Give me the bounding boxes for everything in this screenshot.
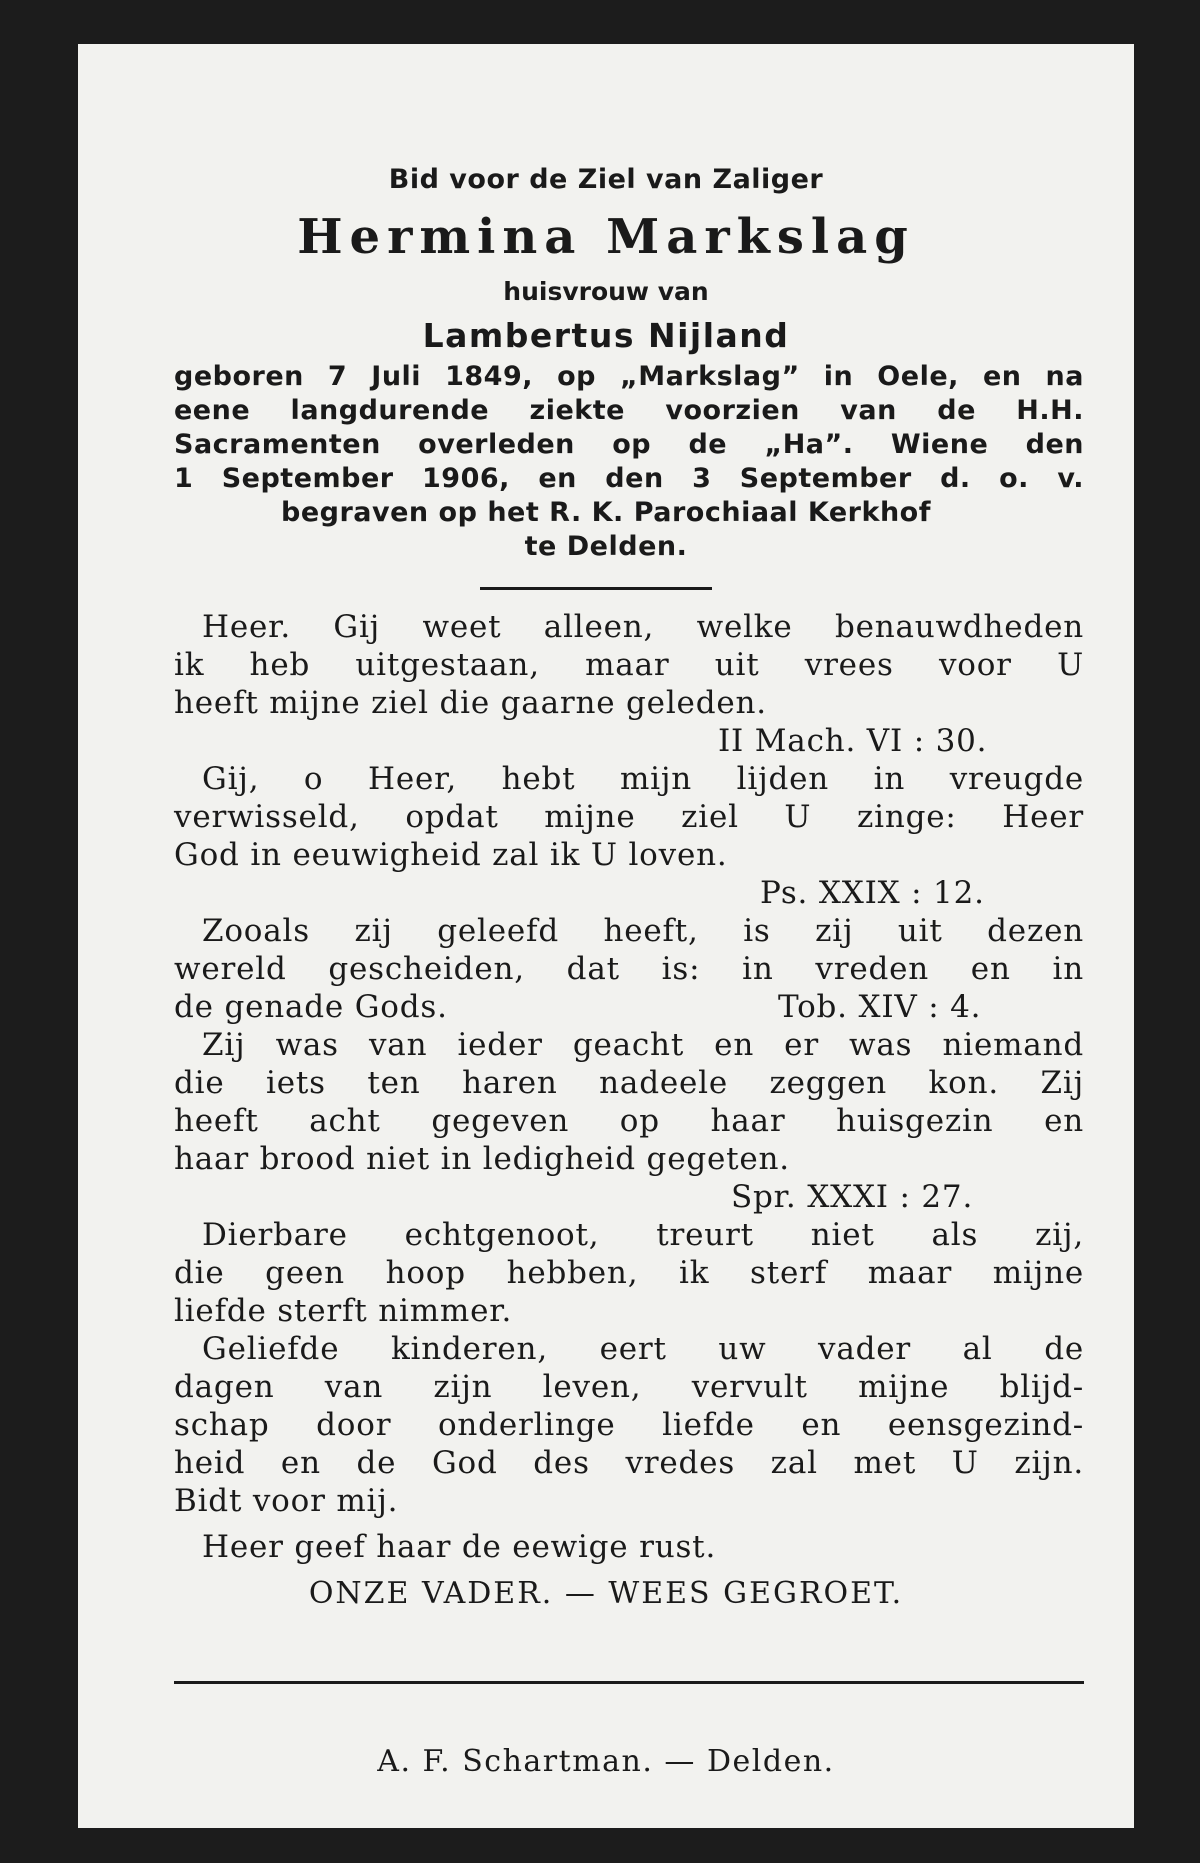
verse-line: schap door onderlinge liefde en eensgezind- xyxy=(174,1407,1084,1443)
verse-line: dagen van zijn leven, vervult mijne blijd- xyxy=(174,1369,1084,1405)
verse-line: Heer. Gij weet alleen, welke benauwdheden xyxy=(202,609,1084,645)
verse-line: die geen hoop hebben, ik sterf maar mijne xyxy=(174,1255,1084,1291)
verse-line: Heer geef haar de eewige rust. xyxy=(202,1529,717,1565)
bio-line: geboren 7 Juli 1849, op „Markslag” in Oele, en na xyxy=(174,361,1084,392)
verse-line: heeft mijne ziel die gaarne geleden. xyxy=(174,685,767,721)
bio-line: begraven op het R. K. Parochiaal Kerkhof xyxy=(281,497,931,528)
bio-line: 1 September 1906, en den 3 September d. o. v. xyxy=(174,463,1084,494)
deceased-name: Hermina Markslag xyxy=(297,209,915,265)
verse-line: ik heb uitgestaan, maar uit vrees voor U xyxy=(174,647,1084,683)
prayers-line: ONZE VADER. — WEES GEGROET. xyxy=(308,1576,904,1611)
scripture-reference: Ps. XXIX : 12. xyxy=(760,875,985,911)
bio-line: Sacramenten overleden op de „Ha”. Wiene den xyxy=(174,429,1084,460)
verse-line: Geliefde kinderen, eert uw vader al de xyxy=(202,1331,1084,1367)
verse-line: heid en de God des vredes zal met U zijn. xyxy=(174,1445,1084,1481)
verse-line: verwisseld, opdat mijne ziel U zinge: Heer xyxy=(174,799,1084,835)
printer-line: A. F. Schartman. — Delden. xyxy=(377,1744,835,1779)
header-divider xyxy=(480,587,712,590)
verse-line: Zooals zij geleefd heeft, is zij uit dezen xyxy=(202,913,1084,949)
card-paper xyxy=(78,44,1134,1828)
verse-line: Bidt voor mij. xyxy=(174,1483,399,1519)
verse-line: Gij, o Heer, hebt mijn lijden in vreugde xyxy=(202,761,1084,797)
verse-line: wereld gescheiden, dat is: in vreden en in xyxy=(174,951,1084,987)
bio-line: te Delden. xyxy=(524,531,688,562)
verse-line: die iets ten haren nadeele zeggen kon. Zij xyxy=(174,1065,1084,1101)
bio-line: eene langdurende ziekte voorzien van de H.H. xyxy=(174,395,1084,426)
verse-line: de genade Gods. xyxy=(174,989,448,1025)
scripture-reference: II Mach. VI : 30. xyxy=(718,723,988,759)
scripture-reference: Tob. XIV : 4. xyxy=(778,989,982,1025)
footer-divider xyxy=(174,1681,1084,1684)
wife-of-label: huisvrouw van xyxy=(503,277,709,306)
verse-line: heeft acht gegeven op haar huisgezin en xyxy=(174,1103,1084,1139)
verse-line: haar brood niet in ledigheid gegeten. xyxy=(174,1141,790,1177)
husband-name: Lambertus Nijland xyxy=(422,316,790,355)
verse-line: Dierbare echtgenoot, treurt niet als zij, xyxy=(202,1217,1084,1253)
scripture-reference: Spr. XXXI : 27. xyxy=(731,1179,974,1215)
verse-line: Zij was van ieder geacht en er was niemand xyxy=(202,1027,1084,1063)
verse-line: liefde sterft nimmer. xyxy=(174,1293,513,1329)
verse-line: God in eeuwigheid zal ik U loven. xyxy=(174,837,728,873)
pray-line: Bid voor de Ziel van Zaliger xyxy=(388,164,824,195)
